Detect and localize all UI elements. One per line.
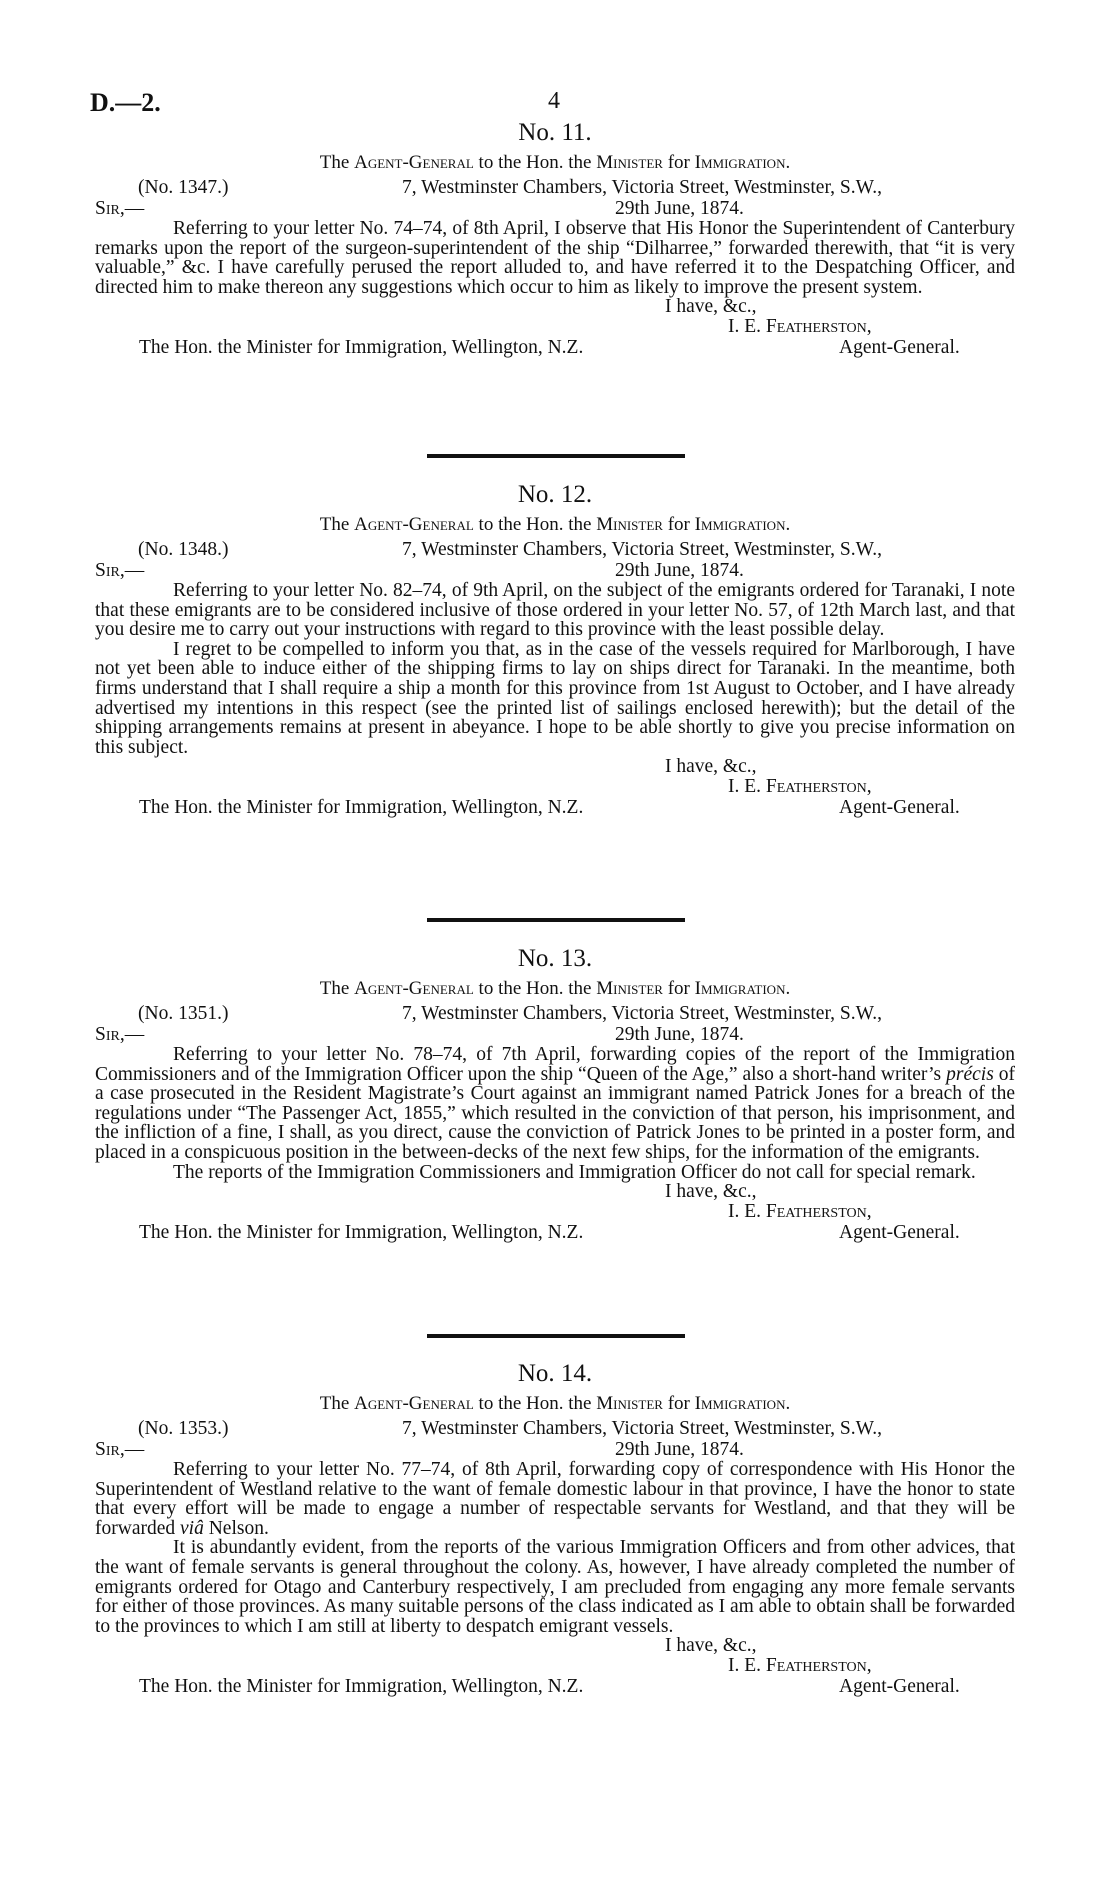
closing: I have, &c., bbox=[665, 1181, 757, 1203]
section-divider bbox=[427, 918, 685, 922]
sender-address: 7, Westminster Chambers, Victoria Street, Westminster, S.W., bbox=[402, 1418, 883, 1439]
body-paragraph: Referring to your letter No. 82–74, of 9th April, on the subject of the emigrants ordered for Taranaki, I note that these emigrants are to be considered inclusive of those ordered in your letter No. 57, of 12th March last, and that you desire me to carry out your instructions with regard to this province with the least possible delay. bbox=[95, 580, 1015, 641]
body-paragraph: Referring to your letter No. 77–74, of 8th April, forwarding copy of correspondence with His Honor the Superintendent of Westland relative to the want of female domestic labour in that province, I have the honor to state that every effort will be made to engage a number of respectable servants for Westland, and that they will be forwarded viâ Nelson. bbox=[95, 1459, 1015, 1539]
salutation: Sir,— bbox=[95, 198, 145, 219]
salutation: Sir,— bbox=[95, 1439, 145, 1460]
reference-number: (No. 1351.) bbox=[138, 1003, 229, 1024]
signature: I. E. Featherston, bbox=[728, 316, 872, 338]
series-label: D.—2. bbox=[90, 88, 161, 117]
addressee: The Hon. the Minister for Immigration, Wellington, N.Z. bbox=[139, 797, 584, 819]
salutation: Sir,— bbox=[95, 560, 145, 581]
section-divider bbox=[427, 454, 685, 458]
body-paragraph: Referring to your letter No. 78–74, of 7th April, forwarding copies of the report of the Immigration Commissioners and of the Immigration Officer upon the ship “Queen of the Age,” also a short-hand writer’s précis of a case prosecuted in the Resident Magistrate’s Court against an immigrant named Patrick Jones for a breach of the regulations under “The Passenger Act, 1855,” which resulted in the conviction of that person, his imprisonment, and the infliction of a fine, I shall, as you direct, cause the conviction of Patrick Jones to be printed in a poster form, and placed in a conspicuous position in the between-decks of the next few ships, for the information of the emigrants. bbox=[95, 1044, 1015, 1163]
letter-date: 29th June, 1874. bbox=[615, 198, 744, 219]
closing: I have, &c., bbox=[665, 756, 757, 778]
reference-number: (No. 1353.) bbox=[138, 1418, 229, 1439]
addressee: The Hon. the Minister for Immigration, Wellington, N.Z. bbox=[139, 337, 584, 359]
letter-subtitle: The Agent-General to the Hon. the Minister for Immigration. bbox=[319, 978, 791, 999]
body-paragraph: It is abundantly evident, from the reports of the various Immigration Officers and from other advices, that the want of female servants is general throughout the colony. As, however, I have already completed the number of emigrants ordered for Otago and Canterbury respectively, I am precluded from engaging any more female servants for either of those provinces. As many suitable persons of the class indicated as I am able to obtain shall be forwarded to the provinces to which I am still at liberty to despatch emigrant vessels. bbox=[95, 1537, 1015, 1637]
letter-number: No. 12. bbox=[517, 481, 593, 508]
closing: I have, &c., bbox=[665, 296, 757, 318]
page-number: 4 bbox=[548, 88, 560, 114]
signature: I. E. Featherston, bbox=[728, 1201, 872, 1223]
letter-number: No. 14. bbox=[517, 1360, 593, 1387]
letter-date: 29th June, 1874. bbox=[615, 1024, 744, 1045]
reference-number: (No. 1347.) bbox=[138, 177, 229, 198]
letter-subtitle: The Agent-General to the Hon. the Minister for Immigration. bbox=[319, 1393, 791, 1414]
letter-no-11 bbox=[95, 118, 1015, 361]
signature: I. E. Featherston, bbox=[728, 1655, 872, 1677]
salutation: Sir,— bbox=[95, 1024, 145, 1045]
closing: I have, &c., bbox=[665, 1635, 757, 1657]
reference-number: (No. 1348.) bbox=[138, 539, 229, 560]
addressee: The Hon. the Minister for Immigration, Wellington, N.Z. bbox=[139, 1222, 584, 1244]
letter-subtitle: The Agent-General to the Hon. the Minister for Immigration. bbox=[319, 152, 791, 173]
letter-date: 29th June, 1874. bbox=[615, 1439, 744, 1460]
signer-title: Agent-General. bbox=[839, 337, 960, 359]
sender-address: 7, Westminster Chambers, Victoria Street, Westminster, S.W., bbox=[402, 1003, 883, 1024]
body-paragraph: I regret to be compelled to inform you that, as in the case of the vessels required for Marlborough, I have not yet been able to induce either of the shipping firms to lay on ships direct for Taranaki. In the meantime, both firms understand that I shall require a ship a month for this province from 1st August to October, and I have already advertised my intentions in this respect (see the printed list of sailings enclosed herewith); but the detail of the shipping arrangements remains at present in abeyance. I hope to be able shortly to give you precise information on this subject. bbox=[95, 638, 1015, 758]
signer-title: Agent-General. bbox=[839, 1676, 960, 1698]
sender-address: 7, Westminster Chambers, Victoria Street, Westminster, S.W., bbox=[402, 177, 883, 198]
signer-title: Agent-General. bbox=[839, 797, 960, 819]
letter-no-12 bbox=[95, 480, 1015, 821]
signer-title: Agent-General. bbox=[839, 1222, 960, 1244]
sender-address: 7, Westminster Chambers, Victoria Street, Westminster, S.W., bbox=[402, 539, 883, 560]
letter-subtitle: The Agent-General to the Hon. the Minister for Immigration. bbox=[319, 514, 791, 535]
signature: I. E. Featherston, bbox=[728, 776, 872, 798]
letter-no-14 bbox=[95, 1359, 1015, 1700]
body-paragraph: The reports of the Immigration Commissioners and Immigration Officer do not call for special remark. bbox=[173, 1161, 976, 1183]
letter-number: No. 13. bbox=[517, 945, 593, 972]
letter-date: 29th June, 1874. bbox=[615, 560, 744, 581]
addressee: The Hon. the Minister for Immigration, Wellington, N.Z. bbox=[139, 1676, 584, 1698]
letter-no-13 bbox=[95, 944, 1015, 1246]
letter-number: No. 11. bbox=[518, 119, 592, 146]
body-paragraph: Referring to your letter No. 74–74, of 8th April, I observe that His Honor the Superintendent of Canterbury remarks upon the report of the surgeon-superintendent of the ship “Dilharree,” forwarded therewith, that “it is very valuable,” &c. I have carefully perused the report alluded to, and have referred it to the Despatching Officer, and directed him to make thereon any suggestions which occur to him as likely to improve the present system. bbox=[95, 218, 1015, 298]
section-divider bbox=[427, 1334, 685, 1338]
